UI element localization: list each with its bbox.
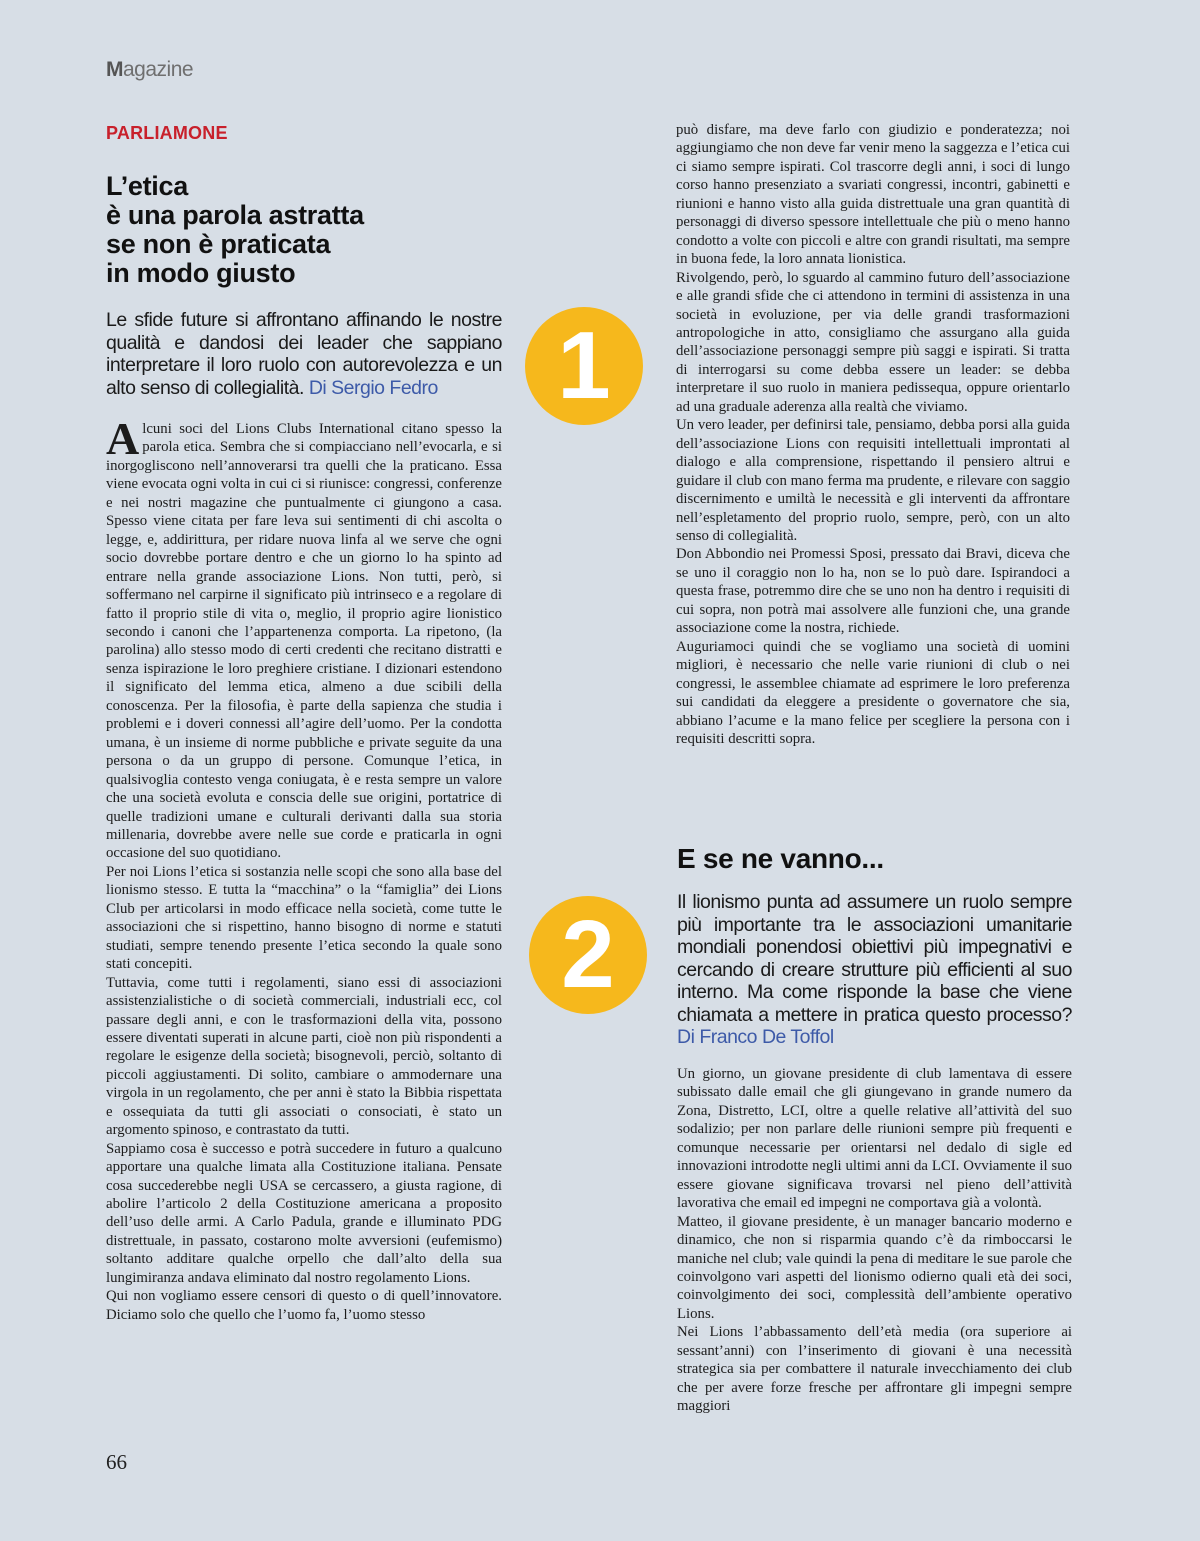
paragraph: Un giorno, un giovane presidente di club lamentava di essere subissato dalle email che gli giungevano in grande numero da Zona, Distretto, LCI, oltre a quelle relative all’attività del suo sodalizio; per non parlare delle riunioni sempre più frequenti e comunque necessarie per orientarsi nel dedalo di sigle ed innovazioni introdotte negli ultimi anni da LCI. Ovviamente il suo essere giovane significava trovarsi nel pieno dell’attività lavorativa che email ed impegni ne comportava già a volontà.	[677, 1066, 1072, 1212]
paragraph: Don Abbondio nei Promessi Sposi, pressato dai Bravi, diceva che se uno il coraggio non lo ha, non se lo può dare. Ispirandoci a questa frase, potremmo dire che se uno non ha dentro i requisiti di cui sopra, non potrà mai assolvere alle funzioni che, una grande associazione come la nostra, richiede.	[676, 546, 1070, 637]
number-badge: 2	[529, 896, 647, 1014]
paragraph: Un vero leader, per definirsi tale, pensiamo, debba porsi alla guida dell’associazione Lions con requisiti intellettuali improntati al dialogo e alla comprensione, rispettando il pensiero altrui e guidare il club con mano ferma ma prudente, e rilevare con saggio discernimento e umiltà le necessità e gli interventi da affrontare nell’espletamento del proprio ruolo, sempre, però, con un alto senso di collegialità.	[676, 417, 1070, 544]
article-body-column-2	[676, 121, 1070, 748]
article-title	[106, 172, 526, 288]
article-2-body	[677, 1065, 1072, 1416]
paragraph: Nei Lions l’abbassamento dell’età media (ora superiore ai sessant’anni) con l’inserimento di giovani è una necessità strategica sia per combattere il naturale invecchiamento dei club che per avere forze fresche per affrontare gli impegni sempre maggiori	[677, 1324, 1072, 1415]
paragraph: Tuttavia, come tutti i regolamenti, siano essi di associazioni assistenzialistiche o di società commerciali, industriali ecc, col passare degli anni, e con le trasformazioni della vita, possono essere diventati superati in alcune parti, cioè non più rispondenti a regolare le esigenze della società; bisognevoli, perciò, soltanto di piccoli aggiustamenti. Di solito, cambiare o ammodernare una virgola in un regolamento, che per anni è stato la Bibbia rispettata e ossequiata da tutti gli associati o consociati, è stato un argomento spinoso, e contrastato da tutti.	[106, 974, 502, 1139]
page-number: 66	[106, 1450, 127, 1474]
paragraph: Per noi Lions l’etica si sostanzia nelle scopi che sono alla base del lionismo stesso. E tutta la “macchina” o la “famiglia” dei Lions Club per articolarsi in modo efficace nella società, come tutte le associazioni che si rispettino, hanno bisogno di norme e statuti studiati, sempre tenendo presente l’etica secondo la quale sono stati concepiti.	[106, 863, 502, 973]
drop-cap: A	[106, 413, 140, 464]
article-2-title: E se ne vanno...	[677, 843, 884, 874]
article-lede: Le sfide future si affrontano affinando le nostre qualità e dandosi dei leader che sappiano interpretare il loro ruolo con autorevolezza e un alto senso di collegialità. Di Sergio Fedro	[106, 309, 502, 399]
title-line: se non è praticata	[106, 229, 331, 259]
title-line: L’etica	[106, 171, 188, 201]
paragraph: Auguriamoci quindi che se vogliamo una società di uomini migliori, è necessario che nelle varie riunioni di club o nei congressi, le assemblee chiamate ad esprimere le loro preferenza sui candidati da eleggere a presidente o governatore che sia, abbiano l’acume e la mano felice per scegliere la persona con i requisiti descritti sopra.	[676, 638, 1070, 747]
paragraph: Matteo, il giovane presidente, è un manager bancario moderno e dinamico, che non si risparmia quando c’è da rimboccarsi le maniche nel club; vale quindi la pena di meditare le sue parole che coinvolgono vari aspetti del lionismo odierno quali età dei soci, coinvolgimento dei soci, complessità dell’ambiente operativo Lions.	[677, 1213, 1072, 1322]
paragraph: Sappiamo cosa è successo e potrà succedere in futuro a qualcuno apportare una qualche limata alla Costituzione italiana. Pensate cosa succederebbe negli USA se cercassero, a giusta ragione, di abolire l’articolo 2 della Costituzione americana a proposito dell’uso delle armi. A Carlo Padula, grande e illuminato PDG distrettuale, in passato, costarono molte avversioni (eufemismo) soltanto additare qualche orpello che dall’alto della sua lungimiranza andava eliminato dal nostro regolamento Lions.	[106, 1140, 502, 1286]
article-body-column-1	[106, 413, 502, 1324]
paragraph: Alcuni soci del Lions Clubs International citano spesso la parola etica. Sembra che si compiacciano nell’evocarla, e si inorgogliscono nell’annoverarsi tra quelli che la praticano. Essa viene evocata ogni volta in cui ci si riunisce: congressi, conferenze e nei nostri magazine che puntualmente ci giungono a casa. Spesso viene citata per fare leva sui sentimenti di chi ascolta o legge, e, addirittura, per ridare nuova linfa al we serve che ogni socio dovrebbe portare dentro e che un giorno lo ha spinto ad entrare nella grande associazione Lions. Non tutti, però, si soffermano nel carpirne il significato più intrinseco e a regolare di fatto il proprio stile di vita o, meglio, il proprio agire lionistico secondo i canoni che l’appartenenza comporta. La ripetono, (la parolina) allo stesso modo di certi credenti che recitano distratti e senza ispirazione le loro preghiere cristiane. I dizionari estendono il significato del lemma etica, almeno a due scibili della conoscenza. Per la filosofia, è parte della sapienza che studia i problemi e i doveri connessi all’agire dell’uomo. Per la condotta umana, è un insieme di norme pubbliche e private seguite da una persona o da un gruppo di persone. Comunque l’etica, in qualsivoglia contesto venga coniugata, è e resta sempre un valore che una società evoluta e conscia delle sue origini, portatrice di quelle tradizioni umane e culturali derivanti dalla sua storia millenaria, dovrebbe avere nelle sue corde e praticarla in ogni occasione del suo quotidiano.	[106, 413, 502, 862]
paragraph: può disfare, ma deve farlo con giudizio e ponderatezza; noi aggiungiamo che non deve far venir meno la saggezza e l’etica cui ci siamo sempre ispirati. Col trascorre degli anni, i soci di lungo corso hanno presenziato a svariati congressi, incontri, gabinetti e riunioni e hanno visto alla guida distrettuale una gran quantità di personaggi di diverso spessore intellettuale che più o meno hanno condotto a volte con piccoli e altre con grandi risultati, ma sempre in buona fede, la loro annata lionistica.	[676, 122, 1070, 268]
number-badge: 1	[525, 307, 643, 425]
byline: Di Franco De Toffol	[677, 1026, 834, 1048]
paragraph: Qui non vogliamo essere censori di questo o di quell’innovatore. Diciamo solo che quello che l’uomo fa, l’uomo stesso	[106, 1288, 502, 1323]
title-line: è una parola astratta	[106, 200, 364, 230]
rubric: PARLIAMONE	[106, 123, 228, 143]
section-label: Magazine	[106, 58, 194, 81]
byline: Di Sergio Fedro	[308, 376, 438, 399]
title-line: in modo giusto	[106, 258, 296, 288]
paragraph: Rivolgendo, però, lo sguardo al cammino futuro dell’associazione e alle grandi sfide che ci attendono in termini di assistenza in una società in evoluzione, per via delle grandi trasformazioni antropologiche in atto, consigliamo che assurgano alla guida dell’associazione personaggi sempre più saggi e ispirati. Si tratta di interrogarsi su come debba essere un leader: se debba interpretare il suo ruolo in maniera pedissequa, oppure orientarlo ad una graduale aderenza alla realtà che viviamo.	[676, 269, 1070, 415]
article-2-lede: Il lionismo punta ad assumere un ruolo sempre più importante tra le associazioni umanitarie mondiali ponendosi obiettivi più impegnativi e cercando di creare strutture più efficienti al suo interno. Ma come risponde la base che viene chiamata a mettere in pratica questo processo? Di Franco De Toffol	[677, 891, 1072, 1048]
